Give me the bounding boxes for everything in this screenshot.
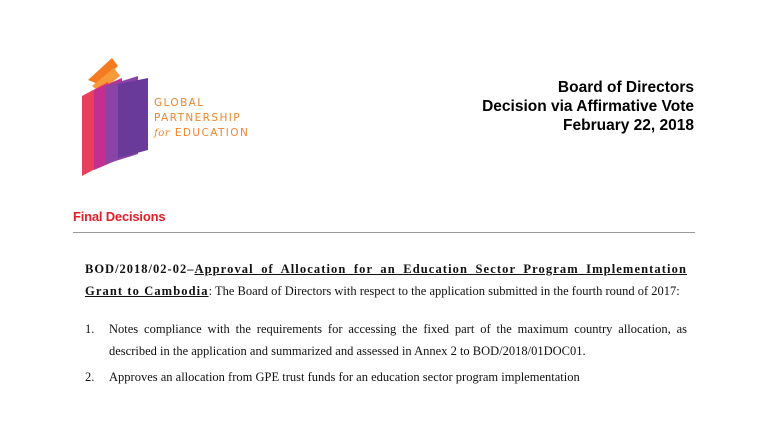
section-divider xyxy=(73,232,695,233)
list-item-text: Notes compliance with the requirements for accessing the fixed part of the maximum country allocation, as described in the application and summarized and assessed in Annex 2 to BOD/2018/01DOC01. xyxy=(109,322,687,358)
header-date: February 22, 2018 xyxy=(563,117,694,134)
section-title: Final Decisions xyxy=(73,209,166,224)
decision-body xyxy=(85,258,687,392)
book-logo-icon xyxy=(78,52,158,182)
logo-for: for xyxy=(154,127,171,139)
list-item xyxy=(85,318,687,362)
logo-line-partnership: PARTNERSHIP xyxy=(154,112,241,124)
decision-dash: – xyxy=(187,262,195,276)
list-item-number: 1. xyxy=(85,322,95,336)
logo-wordmark xyxy=(154,96,249,141)
list-item-number: 2. xyxy=(85,370,95,384)
gpe-logo xyxy=(78,52,268,182)
decision-items xyxy=(85,318,687,388)
logo-line-education xyxy=(154,126,249,141)
decision-paragraph xyxy=(85,258,687,302)
decision-code: BOD/2018/02-02 xyxy=(85,262,188,276)
document-header xyxy=(482,78,694,135)
logo-education: EDUCATION xyxy=(174,127,250,139)
list-item xyxy=(85,366,687,388)
decision-title: Approval of Allocation for an Education Sector Program Implementation Grant to Cambodia xyxy=(85,262,687,298)
logo-line-global: GLOBAL xyxy=(154,97,205,109)
header-decision-type: Decision via Affirmative Vote xyxy=(482,98,694,115)
header-board: Board of Directors xyxy=(557,79,694,96)
decision-intro: : The Board of Directors with respect to the application submitted in the fourth round of 2017: xyxy=(208,284,680,298)
list-item-text: Approves an allocation from GPE trust funds for an education sector program implementation xyxy=(109,370,580,384)
